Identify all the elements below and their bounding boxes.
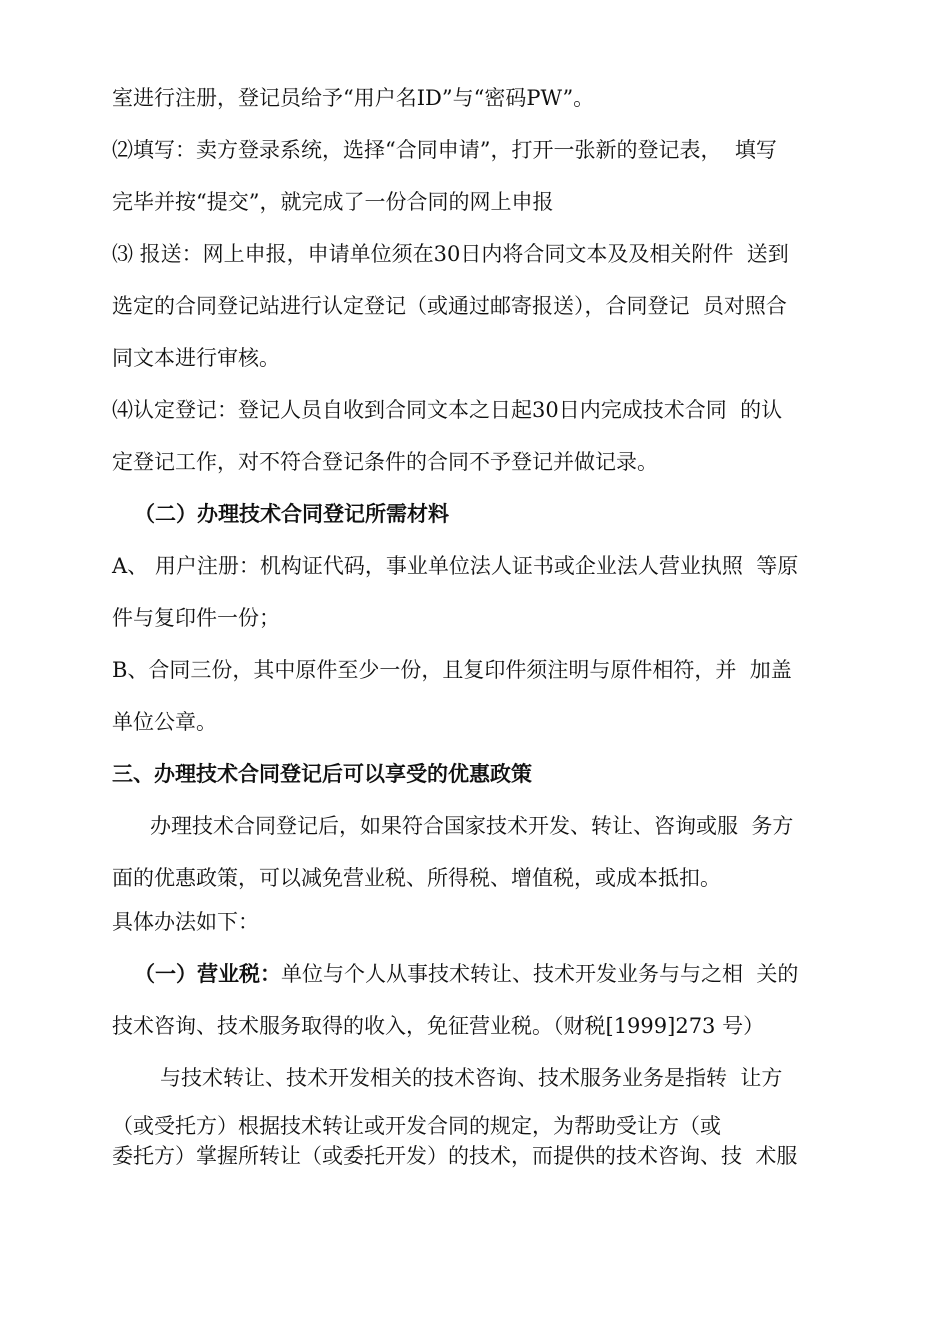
text-line: 技术咨询、技术服务取得的收入，免征营业税。（财税[1999]273 号）: [112, 1014, 765, 1038]
text-line: 选定的合同登记站进行认定登记（或通过邮寄报送），合同登记 员对照合: [112, 294, 787, 318]
text-line: 办理技术合同登记后，如果符合国家技术开发、转让、咨询或服 务方: [150, 814, 794, 838]
text-line: ⑶ 报送：网上申报，申请单位须在30日内将合同文本及及相关附件 送到: [112, 242, 789, 266]
text-line: 定登记工作，对不符合登记条件的合同不予登记并做记录。: [112, 450, 658, 474]
section-heading: 三、办理技术合同登记后可以享受的优惠政策: [112, 761, 532, 786]
inline-text: 单位与个人从事技术转让、技术开发业务与与之相 关的: [281, 962, 799, 986]
text-line: 具体办法如下：: [112, 910, 259, 934]
text-line: 单位公章。: [112, 710, 217, 734]
text-line: A、 用户注册：机构证代码，事业单位法人证书或企业法人营业执照 等原: [112, 554, 799, 578]
text-line: ⑷认定登记：登记人员自收到合同文本之日起30日内完成技术合同 的认: [112, 398, 783, 422]
text-line: [134, 960, 798, 988]
text-line: 面的优惠政策，可以减免营业税、所得税、增值税，或成本抵扣。: [112, 866, 721, 890]
text-line: B、合同三份，其中原件至少一份，且复印件须注明与原件相符，并 加盖: [112, 658, 792, 682]
text-line: 件与复印件一份；: [112, 606, 280, 630]
text-line: （或受托方）根据技术转让或开发合同的规定，为帮助受让方（或: [112, 1114, 721, 1138]
text-line: 同文本进行审核。: [112, 346, 280, 370]
text-line: ⑵填写：卖方登录系统，选择“合同申请”，打开一张新的登记表， 填写: [112, 138, 777, 162]
text-line: 完毕并按“提交”，就完成了一份合同的网上申报: [112, 190, 554, 214]
text-line: 委托方）掌握所转让（或委托开发）的技术，而提供的技术咨询、技 术服: [112, 1144, 798, 1168]
section-heading: （二）办理技术合同登记所需材料: [134, 501, 449, 526]
text-line: 室进行注册，登记员给予“用户名ID”与“密码PW”。: [112, 86, 595, 110]
text-line: 与技术转让、技术开发相关的技术咨询、技术服务业务是指转 让方: [160, 1066, 783, 1090]
inline-heading: （一）营业税：: [134, 961, 281, 986]
